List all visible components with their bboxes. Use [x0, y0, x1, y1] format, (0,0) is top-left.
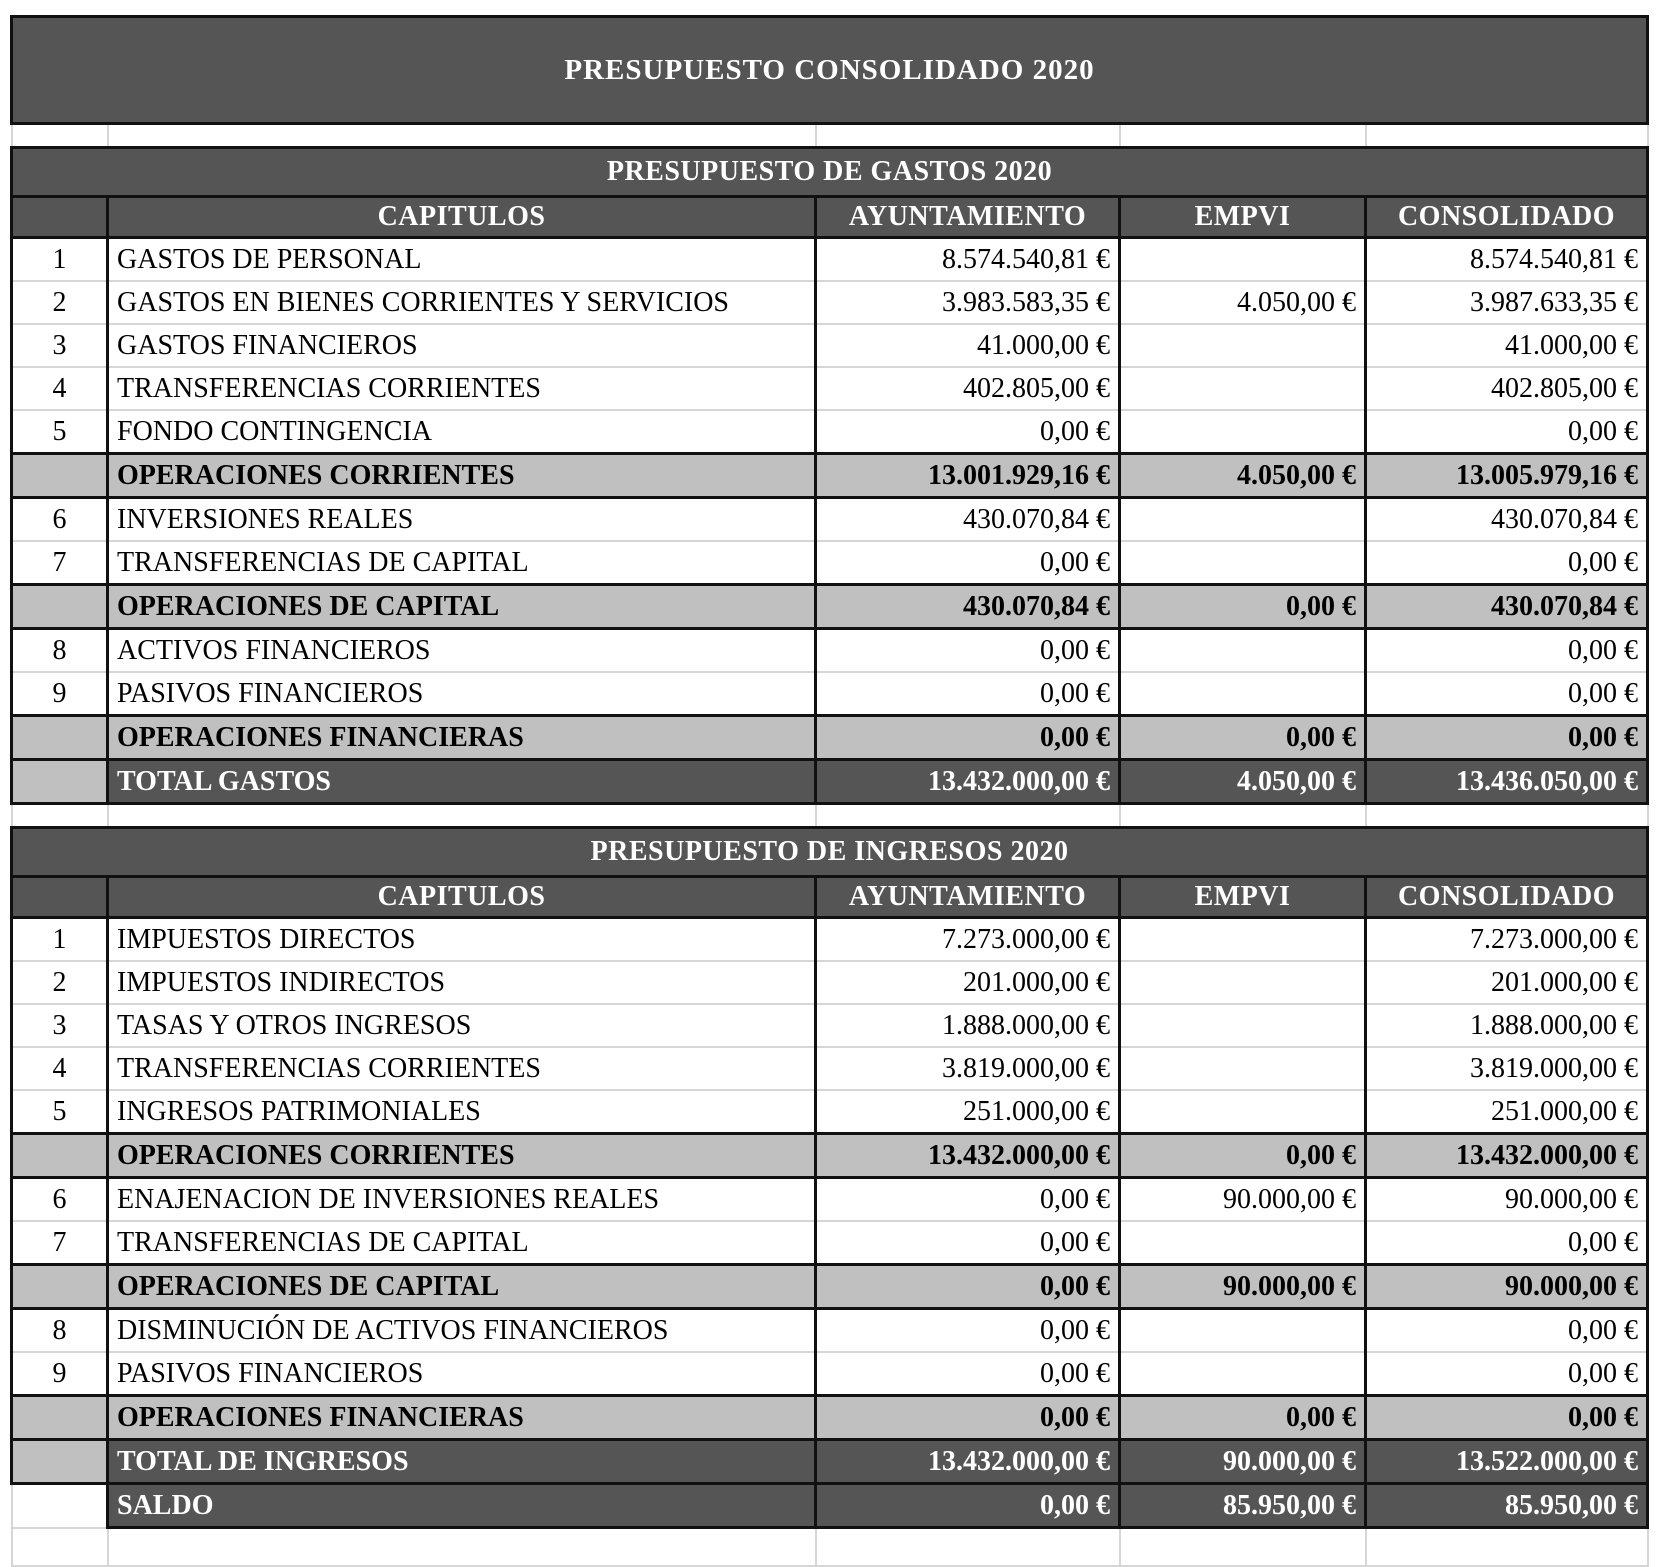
empvi-amount [1120, 238, 1366, 282]
header-empty [12, 877, 108, 918]
title-row [12, 17, 1648, 124]
ayuntamiento-amount: 0,00 € [816, 1396, 1120, 1440]
ayuntamiento-amount: 0,00 € [816, 1352, 1120, 1396]
chapter-number [12, 716, 108, 760]
header-ayuntamiento: AYUNTAMIENTO [816, 197, 1120, 238]
table-row [12, 672, 1648, 716]
chapter-number: 1 [12, 918, 108, 962]
empvi-amount: 0,00 € [1120, 716, 1366, 760]
chapter-label: TOTAL DE INGRESOS [108, 1440, 816, 1484]
chapter-number: 9 [12, 672, 108, 716]
ayuntamiento-amount: 13.432.000,00 € [816, 1440, 1120, 1484]
chapter-label: PASIVOS FINANCIEROS [108, 1352, 816, 1396]
subtotal-row [12, 1396, 1648, 1440]
consolidado-amount: 402.805,00 € [1366, 367, 1648, 410]
spacer-row [12, 1528, 1648, 1567]
saldo-empvi: 85.950,00 € [1120, 1484, 1366, 1528]
consolidado-amount: 3.987.633,35 € [1366, 281, 1648, 324]
chapter-label: TRANSFERENCIAS DE CAPITAL [108, 1221, 816, 1265]
consolidado-amount: 13.005.979,16 € [1366, 454, 1648, 498]
empvi-amount [1120, 918, 1366, 962]
ayuntamiento-amount: 0,00 € [816, 1221, 1120, 1265]
table-row [12, 1004, 1648, 1047]
chapter-label: OPERACIONES DE CAPITAL [108, 1265, 816, 1309]
ingresos-section-title: PRESUPUESTO DE INGRESOS 2020 [12, 828, 1648, 877]
chapter-label: TRANSFERENCIAS CORRIENTES [108, 1047, 816, 1090]
table-row [12, 541, 1648, 585]
table-row [12, 1309, 1648, 1353]
chapter-number: 1 [12, 238, 108, 282]
header-empvi: EMPVI [1120, 877, 1366, 918]
chapter-number: 2 [12, 961, 108, 1004]
ayuntamiento-amount: 0,00 € [816, 410, 1120, 454]
header-capitulos: CAPITULOS [108, 197, 816, 238]
chapter-number: 2 [12, 281, 108, 324]
consolidado-amount: 90.000,00 € [1366, 1178, 1648, 1222]
ayuntamiento-amount: 41.000,00 € [816, 324, 1120, 367]
ayuntamiento-amount: 0,00 € [816, 672, 1120, 716]
gastos-section-title: PRESUPUESTO DE GASTOS 2020 [12, 148, 1648, 197]
chapter-label: GASTOS DE PERSONAL [108, 238, 816, 282]
chapter-number: 7 [12, 541, 108, 585]
chapter-label: FONDO CONTINGENCIA [108, 410, 816, 454]
ayuntamiento-amount: 1.888.000,00 € [816, 1004, 1120, 1047]
chapter-number: 5 [12, 1090, 108, 1134]
chapter-number [12, 1265, 108, 1309]
chapter-number [12, 454, 108, 498]
page-title: PRESUPUESTO CONSOLIDADO 2020 [12, 17, 1648, 124]
consolidado-amount: 7.273.000,00 € [1366, 918, 1648, 962]
consolidado-amount: 13.522.000,00 € [1366, 1440, 1648, 1484]
empvi-amount [1120, 629, 1366, 673]
chapter-number: 5 [12, 410, 108, 454]
chapter-label: DISMINUCIÓN DE ACTIVOS FINANCIEROS [108, 1309, 816, 1353]
header-empvi: EMPVI [1120, 197, 1366, 238]
ayuntamiento-amount: 0,00 € [816, 629, 1120, 673]
consolidado-amount: 0,00 € [1366, 1309, 1648, 1353]
table-row [12, 498, 1648, 542]
consolidado-amount: 0,00 € [1366, 629, 1648, 673]
empvi-amount: 90.000,00 € [1120, 1440, 1366, 1484]
consolidado-amount: 430.070,84 € [1366, 585, 1648, 629]
subtotal-row [12, 1134, 1648, 1178]
header-ayuntamiento: AYUNTAMIENTO [816, 877, 1120, 918]
empvi-amount [1120, 367, 1366, 410]
empvi-amount [1120, 961, 1366, 1004]
spacer-row [12, 804, 1648, 828]
empvi-amount [1120, 1090, 1366, 1134]
empvi-amount [1120, 410, 1366, 454]
header-consolidado: CONSOLIDADO [1366, 197, 1648, 238]
empvi-amount: 0,00 € [1120, 585, 1366, 629]
total-row [12, 760, 1648, 804]
ayuntamiento-amount: 13.001.929,16 € [816, 454, 1120, 498]
empvi-amount [1120, 672, 1366, 716]
table-row [12, 324, 1648, 367]
consolidado-amount: 13.436.050,00 € [1366, 760, 1648, 804]
chapter-label: INVERSIONES REALES [108, 498, 816, 542]
empvi-amount [1120, 498, 1366, 542]
ayuntamiento-amount: 402.805,00 € [816, 367, 1120, 410]
empvi-amount: 0,00 € [1120, 1134, 1366, 1178]
spacer-row [12, 124, 1648, 148]
table-row [12, 961, 1648, 1004]
chapter-label: OPERACIONES DE CAPITAL [108, 585, 816, 629]
chapter-number: 8 [12, 629, 108, 673]
table-row [12, 918, 1648, 962]
empvi-amount: 90.000,00 € [1120, 1265, 1366, 1309]
empvi-amount: 4.050,00 € [1120, 760, 1366, 804]
chapter-label: TRANSFERENCIAS DE CAPITAL [108, 541, 816, 585]
consolidado-amount: 0,00 € [1366, 716, 1648, 760]
chapter-number: 9 [12, 1352, 108, 1396]
empvi-amount: 90.000,00 € [1120, 1178, 1366, 1222]
chapter-number: 3 [12, 1004, 108, 1047]
chapter-label: ACTIVOS FINANCIEROS [108, 629, 816, 673]
subtotal-row [12, 454, 1648, 498]
budget-table [10, 15, 1649, 1567]
consolidado-amount: 1.888.000,00 € [1366, 1004, 1648, 1047]
chapter-label: TOTAL GASTOS [108, 760, 816, 804]
consolidado-amount: 8.574.540,81 € [1366, 238, 1648, 282]
saldo-label: SALDO [108, 1484, 816, 1528]
chapter-label: TRANSFERENCIAS CORRIENTES [108, 367, 816, 410]
chapter-label: INGRESOS PATRIMONIALES [108, 1090, 816, 1134]
empvi-amount [1120, 1004, 1366, 1047]
saldo-row [12, 1484, 1648, 1528]
consolidado-amount: 251.000,00 € [1366, 1090, 1648, 1134]
consolidado-amount: 0,00 € [1366, 1221, 1648, 1265]
subtotal-row [12, 585, 1648, 629]
ayuntamiento-amount: 430.070,84 € [816, 498, 1120, 542]
consolidado-amount: 0,00 € [1366, 672, 1648, 716]
budget-sheet [10, 15, 1646, 1567]
chapter-number: 6 [12, 498, 108, 542]
ayuntamiento-amount: 0,00 € [816, 541, 1120, 585]
ayuntamiento-amount: 0,00 € [816, 1309, 1120, 1353]
chapter-number: 3 [12, 324, 108, 367]
gastos-header-row [12, 197, 1648, 238]
consolidado-amount: 90.000,00 € [1366, 1265, 1648, 1309]
chapter-label: ENAJENACION DE INVERSIONES REALES [108, 1178, 816, 1222]
ayuntamiento-amount: 3.983.583,35 € [816, 281, 1120, 324]
chapter-number: 6 [12, 1178, 108, 1222]
saldo-ayuntamiento: 0,00 € [816, 1484, 1120, 1528]
ingresos-header-row [12, 877, 1648, 918]
header-consolidado: CONSOLIDADO [1366, 877, 1648, 918]
empvi-amount [1120, 1047, 1366, 1090]
empvi-amount [1120, 1352, 1366, 1396]
chapter-number [12, 1396, 108, 1440]
table-row [12, 410, 1648, 454]
chapter-label: IMPUESTOS DIRECTOS [108, 918, 816, 962]
saldo-num [12, 1484, 108, 1528]
chapter-label: OPERACIONES FINANCIERAS [108, 1396, 816, 1440]
saldo-consolidado: 85.950,00 € [1366, 1484, 1648, 1528]
gastos-section-row [12, 148, 1648, 197]
header-empty [12, 197, 108, 238]
header-capitulos: CAPITULOS [108, 877, 816, 918]
chapter-number [12, 1134, 108, 1178]
ayuntamiento-amount: 0,00 € [816, 1178, 1120, 1222]
table-row [12, 281, 1648, 324]
consolidado-amount: 201.000,00 € [1366, 961, 1648, 1004]
ayuntamiento-amount: 7.273.000,00 € [816, 918, 1120, 962]
ingresos-section-row [12, 828, 1648, 877]
chapter-label: TASAS Y OTROS INGRESOS [108, 1004, 816, 1047]
consolidado-amount: 0,00 € [1366, 1396, 1648, 1440]
chapter-label: GASTOS EN BIENES CORRIENTES Y SERVICIOS [108, 281, 816, 324]
ayuntamiento-amount: 8.574.540,81 € [816, 238, 1120, 282]
consolidado-amount: 0,00 € [1366, 1352, 1648, 1396]
ayuntamiento-amount: 430.070,84 € [816, 585, 1120, 629]
table-row [12, 629, 1648, 673]
table-row [12, 367, 1648, 410]
empvi-amount: 4.050,00 € [1120, 454, 1366, 498]
total-row [12, 1440, 1648, 1484]
empvi-amount [1120, 541, 1366, 585]
subtotal-row [12, 1265, 1648, 1309]
chapter-number [12, 585, 108, 629]
consolidado-amount: 13.432.000,00 € [1366, 1134, 1648, 1178]
consolidado-amount: 0,00 € [1366, 410, 1648, 454]
empvi-amount [1120, 1221, 1366, 1265]
empvi-amount [1120, 1309, 1366, 1353]
empvi-amount [1120, 324, 1366, 367]
chapter-number: 4 [12, 1047, 108, 1090]
chapter-label: OPERACIONES CORRIENTES [108, 1134, 816, 1178]
table-row [12, 1352, 1648, 1396]
chapter-number [12, 760, 108, 804]
chapter-number: 8 [12, 1309, 108, 1353]
chapter-label: OPERACIONES FINANCIERAS [108, 716, 816, 760]
table-row [12, 1178, 1648, 1222]
empvi-amount: 4.050,00 € [1120, 281, 1366, 324]
ayuntamiento-amount: 251.000,00 € [816, 1090, 1120, 1134]
consolidado-amount: 430.070,84 € [1366, 498, 1648, 542]
chapter-number: 7 [12, 1221, 108, 1265]
ayuntamiento-amount: 13.432.000,00 € [816, 760, 1120, 804]
ayuntamiento-amount: 13.432.000,00 € [816, 1134, 1120, 1178]
consolidado-amount: 0,00 € [1366, 541, 1648, 585]
chapter-label: PASIVOS FINANCIEROS [108, 672, 816, 716]
ayuntamiento-amount: 3.819.000,00 € [816, 1047, 1120, 1090]
chapter-label: OPERACIONES CORRIENTES [108, 454, 816, 498]
ayuntamiento-amount: 201.000,00 € [816, 961, 1120, 1004]
empvi-amount: 0,00 € [1120, 1396, 1366, 1440]
consolidado-amount: 3.819.000,00 € [1366, 1047, 1648, 1090]
ayuntamiento-amount: 0,00 € [816, 1265, 1120, 1309]
table-row [12, 1047, 1648, 1090]
table-row [12, 1221, 1648, 1265]
table-row [12, 238, 1648, 282]
chapter-number: 4 [12, 367, 108, 410]
table-row [12, 1090, 1648, 1134]
chapter-label: GASTOS FINANCIEROS [108, 324, 816, 367]
ayuntamiento-amount: 0,00 € [816, 716, 1120, 760]
chapter-number [12, 1440, 108, 1484]
consolidado-amount: 41.000,00 € [1366, 324, 1648, 367]
subtotal-row [12, 716, 1648, 760]
chapter-label: IMPUESTOS INDIRECTOS [108, 961, 816, 1004]
